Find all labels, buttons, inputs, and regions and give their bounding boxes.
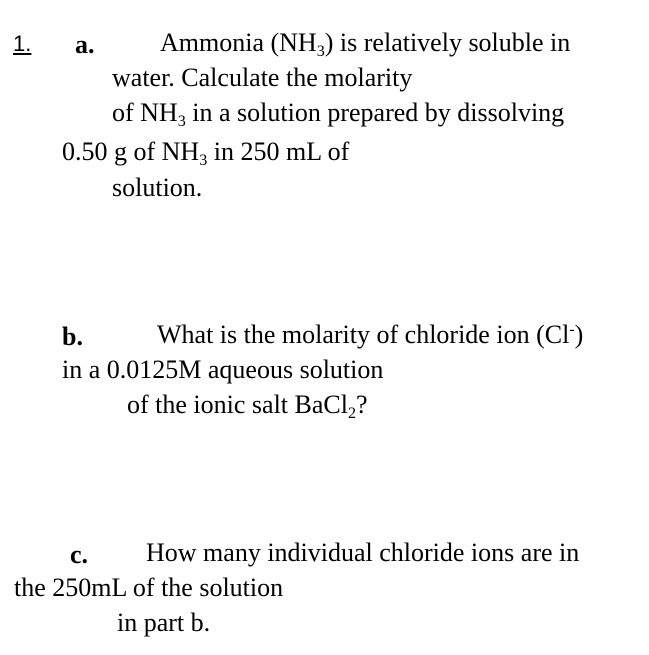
part-a-line-4: 0.50 g of $NH_3$ in 250 mL of — [62, 137, 350, 169]
part-c-line-1: How many individual chloride ions are in — [146, 538, 580, 567]
part-a-label: a. — [75, 30, 95, 59]
part-c-label: c. — [70, 540, 89, 569]
part-b-line-2: in a 0.0125M aqueous solution — [62, 355, 384, 384]
question-number: 1. — [13, 31, 32, 56]
part-b-line-3: of the ionic salt BaCl$_2$? — [127, 390, 368, 422]
part-c-line-2: the 250mL of the solution — [14, 573, 284, 602]
part-a-line-1: Ammonia $(NH_3)$ is relatively soluble in — [160, 28, 571, 60]
part-c-line-3: in part b. — [117, 608, 211, 637]
part-a-line-3: of $NH_3$ in a solution prepared by dissolving — [112, 98, 565, 130]
part-b-label: b. — [62, 322, 83, 351]
part-a-line-2: water. Calculate the molarity — [112, 63, 413, 92]
part-a-line-5: solution. — [112, 173, 203, 202]
part-b-line-1: What is the molarity of chloride ion (Cl-) — [157, 320, 584, 349]
